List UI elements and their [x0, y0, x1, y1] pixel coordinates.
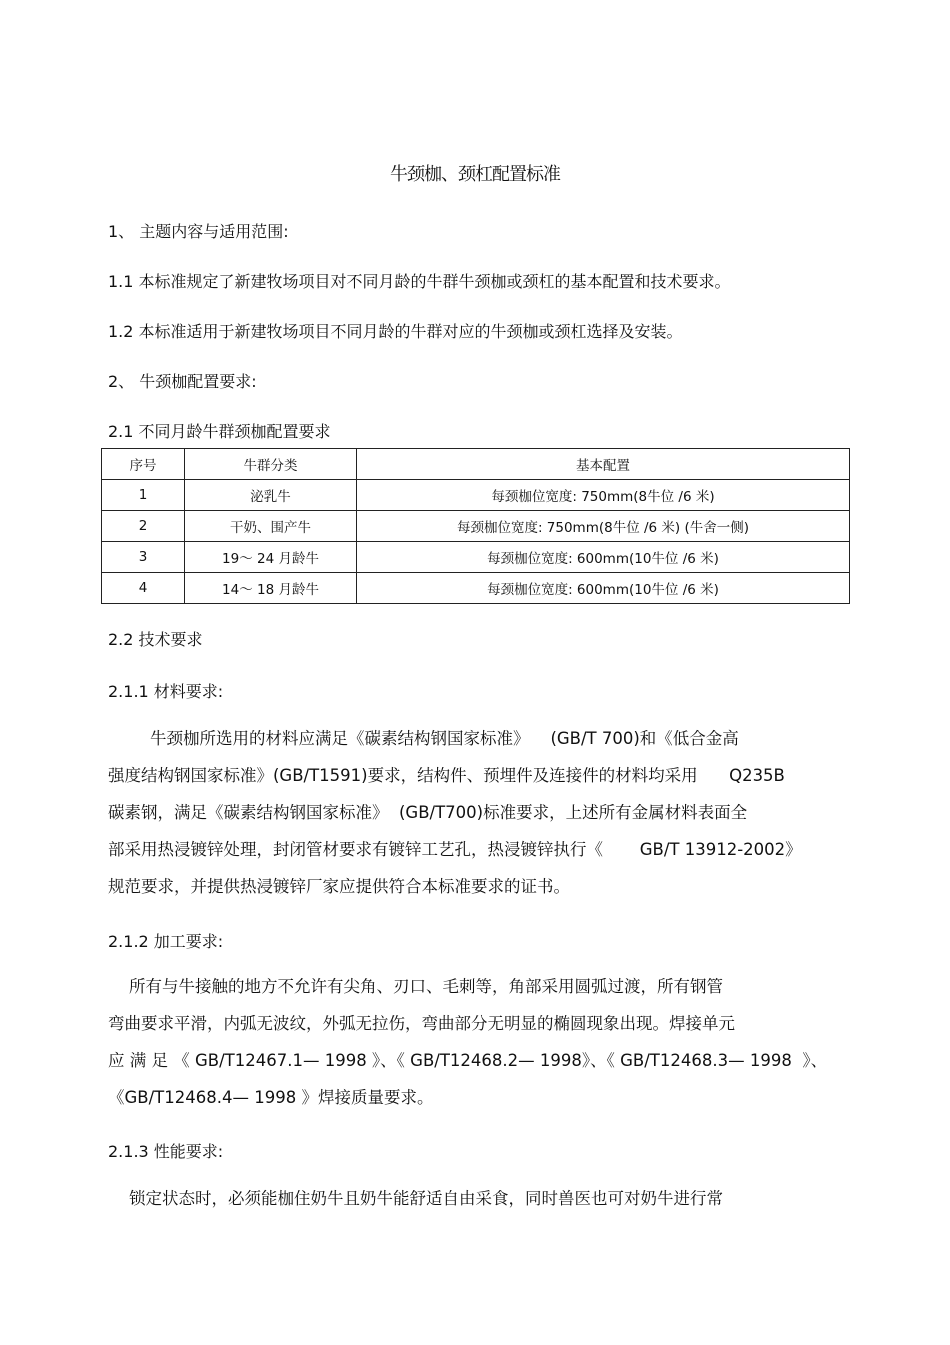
table-row: [102, 480, 850, 511]
cell-config: 每颈枷位宽度: 600mm(10牛位 /6 米): [357, 573, 850, 604]
paragraph-line: 牛颈枷所选用的材料应满足《碳素结构钢国家标准》 (GB/T 700)和《低合金高: [108, 729, 739, 748]
paragraph-line: 强度结构钢国家标准》(GB/T1591)要求，结构件、预埋件及连接件的材料均采用 Q235B: [108, 766, 785, 785]
header-config: 基本配置: [357, 449, 850, 480]
cell-config: 每颈枷位宽度: 750mm(8牛位 /6 米) (牛舍一侧): [357, 511, 850, 542]
section-2-2-heading: 2.2 技术要求: [108, 630, 203, 649]
paragraph-line: 锁定状态时，必须能枷住奶牛且奶牛能舒适自由采食，同时兽医也可对奶牛进行常: [108, 1189, 723, 1208]
section-1-1-text: 1.1 本标准规定了新建牧场项目对不同月龄的牛群牛颈枷或颈杠的基本配置和技术要求。: [108, 272, 731, 291]
config-table: [101, 448, 850, 604]
paragraph-line: 部采用热浸镀锌处理，封闭管材要求有镀锌工艺孔，热浸镀锌执行《 GB/T 13912-2002》: [108, 840, 802, 859]
cell-category: 19～ 24 月龄牛: [185, 542, 357, 573]
processing-paragraph: [108, 968, 853, 1116]
cell-category: 14～ 18 月龄牛: [185, 573, 357, 604]
material-paragraph: [108, 720, 853, 905]
section-1-2-text: 1.2 本标准适用于新建牧场项目不同月龄的牛群对应的牛颈枷或颈杠选择及安装。: [108, 322, 683, 341]
header-index: 序号: [102, 449, 185, 480]
table-row: [102, 573, 850, 604]
cell-index: 4: [102, 573, 185, 604]
section-2-heading: 2、 牛颈枷配置要求:: [108, 372, 257, 391]
section-2-1-3-heading: 2.1.3 性能要求:: [108, 1142, 224, 1161]
table-row: [102, 511, 850, 542]
cell-config: 每颈枷位宽度: 600mm(10牛位 /6 米): [357, 542, 850, 573]
paragraph-line: 碳素钢，满足《碳素结构钢国家标准》 (GB/T700)标准要求，上述所有金属材料表面全: [108, 803, 748, 822]
paragraph-line: 应 满 足 《 GB/T12467.1— 1998 》、《 GB/T12468.2— 1998》、《 GB/T12468.3— 1998 》、: [108, 1051, 828, 1070]
cell-category: 泌乳牛: [185, 480, 357, 511]
section-2-1-1-heading: 2.1.1 材料要求:: [108, 682, 224, 701]
table-row: [102, 542, 850, 573]
paragraph-line: 规范要求，并提供热浸镀锌厂家应提供符合本标准要求的证书。: [108, 877, 570, 896]
cell-index: 2: [102, 511, 185, 542]
cell-config: 每颈枷位宽度: 750mm(8牛位 /6 米): [357, 480, 850, 511]
paragraph-line: 弯曲要求平滑，内弧无波纹，外弧无拉伤，弯曲部分无明显的椭圆现象出现。焊接单元: [108, 1014, 735, 1033]
cell-category: 干奶、围产牛: [185, 511, 357, 542]
paragraph-line: 所有与牛接触的地方不允许有尖角、刃口、毛刺等，角部采用圆弧过渡，所有钢管: [108, 977, 723, 996]
header-category: 牛群分类: [185, 449, 357, 480]
performance-paragraph: [108, 1180, 853, 1217]
section-1-heading: 1、 主题内容与适用范围:: [108, 222, 289, 241]
table-header-row: [102, 449, 850, 480]
cell-index: 3: [102, 542, 185, 573]
section-2-1-heading: 2.1 不同月龄牛群颈枷配置要求: [108, 422, 331, 441]
paragraph-line: 《GB/T12468.4— 1998 》焊接质量要求。: [108, 1088, 434, 1107]
cell-index: 1: [102, 480, 185, 511]
section-2-1-2-heading: 2.1.2 加工要求:: [108, 932, 224, 951]
page-title: 牛颈枷、颈杠配置标准: [390, 164, 560, 185]
